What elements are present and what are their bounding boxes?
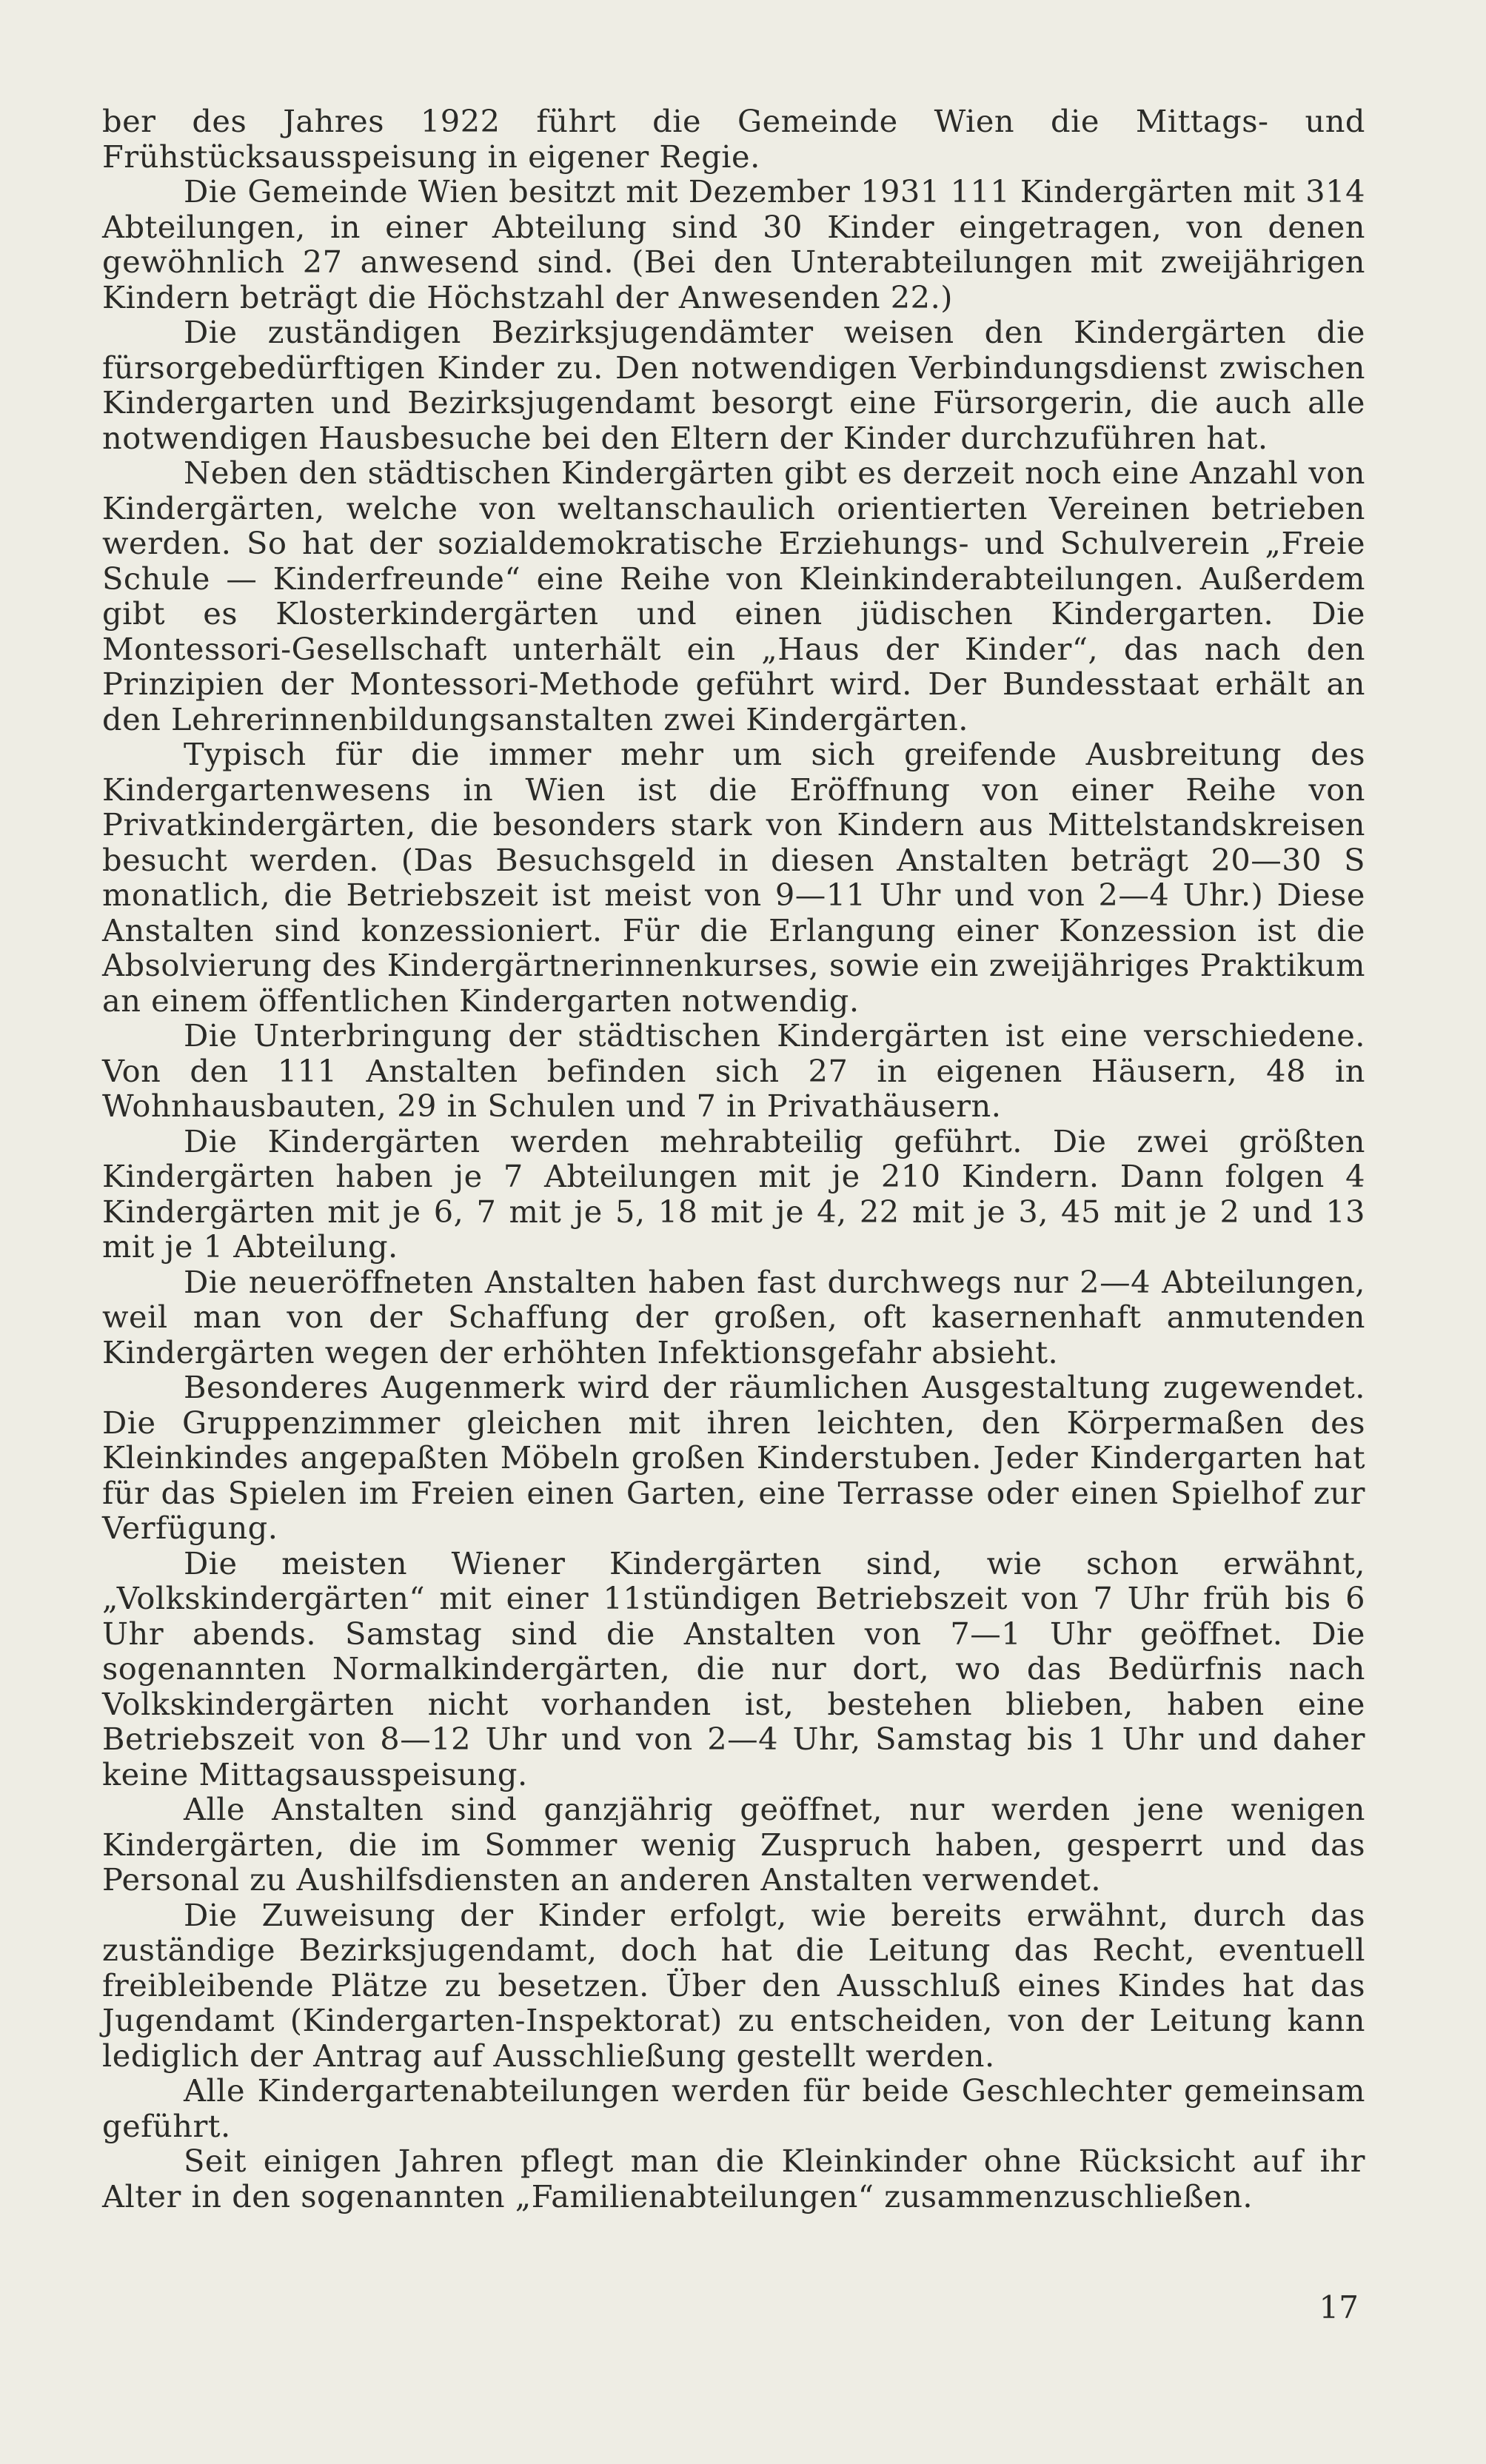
body-text xyxy=(102,104,1365,2214)
page-number: 17 xyxy=(1319,2289,1359,2326)
paragraph: Die neueröffneten Anstalten haben fast durchwegs nur 2—4 Abteilungen, weil man von der Schaffung der großen, oft kasernenhaft anmutenden Kindergärten wegen der erhöhten Infektionsgefahr absieht. xyxy=(102,1263,1365,1370)
paragraph: Die zuständigen Bezirksjugendämter weisen den Kindergärten die fürsorgebedürftigen Kinder zu. Den notwendigen Verbindungsdienst zwischen Kindergarten und Bezirksjugendamt besorgt eine Fürsorgerin, die auch alle notwendigen Hausbesuche bei den Eltern der Kinder durchzuführen hat. xyxy=(102,314,1365,456)
paragraph-continuation: ber des Jahres 1922 führt die Gemeinde Wien die Mittags- und Frühstücksausspeisung in eigener Regie. xyxy=(102,103,1365,175)
paragraph: Die meisten Wiener Kindergärten sind, wie schon erwähnt, „Volkskindergärten“ mit einer 11stündigen Betriebszeit von 7 Uhr früh bis 6 Uhr abends. Samstag sind die Anstalten von 7—1 Uhr geöffnet. Die sogenannten Normalkindergärten, die nur dort, wo das Bedürfnis nach Volkskindergärten nicht vorhanden ist, bestehen blieben, haben eine Betriebszeit von 8—12 Uhr und von 2—4 Uhr, Samstag bis 1 Uhr und daher keine Mittagsausspeisung. xyxy=(102,1544,1365,1792)
paragraph: Neben den städtischen Kindergärten gibt es derzeit noch eine Anzahl von Kindergärten, welche von weltanschaulich orientierten Vereinen betrieben werden. So hat der sozialdemokratische Erziehungs- und Schulverein „Freie Schule — Kinderfreunde“ eine Reihe von Kleinkinderabteilungen. Außerdem gibt es Klosterkindergärten und einen jüdischen Kindergarten. Die Montessori-Gesellschaft unterhält ein „Haus der Kinder“, das nach den Prinzipien der Montessori-Methode geführt wird. Der Bundesstaat erhält an den Lehrerinnenbildungsanstalten zwei Kindergärten. xyxy=(102,455,1365,737)
paragraph: Alle Anstalten sind ganzjährig geöffnet, nur werden jene wenigen Kindergärten, die im Sommer wenig Zuspruch haben, gesperrt und das Personal zu Aushilfsdiensten an anderen Anstalten verwendet. xyxy=(102,1791,1365,1898)
paragraph: Seit einigen Jahren pflegt man die Kleinkinder ohne Rücksicht auf ihr Alter in den sogenannten „Familienabteilungen“ zusammenzuschließen. xyxy=(102,2143,1365,2214)
paragraph: Die Unterbringung der städtischen Kindergärten ist eine verschiedene. Von den 111 Anstalten befinden sich 27 in eigenen Häusern, 48 in Wohnhausbauten, 29 in Schulen und 7 in Privathäusern. xyxy=(102,1017,1365,1124)
paragraph: Die Kindergärten werden mehrabteilig geführt. Die zwei größten Kindergärten haben je 7 Abteilungen mit je 210 Kindern. Dann folgen 4 Kindergärten mit je 6, 7 mit je 5, 18 mit je 4, 22 mit je 3, 45 mit je 2 und 13 mit je 1 Abteilung. xyxy=(102,1122,1365,1265)
paragraph: Typisch für die immer mehr um sich greifende Ausbreitung des Kindergartenwesens in Wien ist die Eröffnung von einer Reihe von Privatkindergärten, die besonders stark von Kindern aus Mittelstandskreisen besucht werden. (Das Besuchsgeld in diesen Anstalten beträgt 20—30 S monatlich, die Betriebszeit ist meist von 9—11 Uhr und von 2—4 Uhr.) Diese Anstalten sind konzessioniert. Für die Erlangung einer Konzession ist die Absolvierung des Kindergärtnerinnenkurses, sowie ein zweijähriges Praktikum an einem öffentlichen Kindergarten notwendig. xyxy=(102,736,1365,1019)
paragraph: Die Zuweisung der Kinder erfolgt, wie bereits erwähnt, durch das zuständige Bezirksjugendamt, doch hat die Leitung das Recht, eventuell freibleibende Plätze zu besetzen. Über den Ausschluß eines Kindes hat das Jugendamt (Kindergarten-Inspektorat) zu entscheiden, von der Leitung kann lediglich der Antrag auf Ausschließung gestellt werden. xyxy=(102,1896,1365,2074)
paragraph: Alle Kindergartenabteilungen werden für beide Geschlechter gemeinsam geführt. xyxy=(102,2072,1365,2144)
paragraph: Die Gemeinde Wien besitzt mit Dezember 1931 111 Kindergärten mit 314 Abteilungen, in einer Abteilung sind 30 Kinder eingetragen, von denen gewöhnlich 27 anwesend sind. (Bei den Unterabteilungen mit zweijährigen Kindern beträgt die Höchstzahl der Anwesenden 22.) xyxy=(102,173,1365,315)
paragraph: Besonderes Augenmerk wird der räumlichen Ausgestaltung zugewendet. Die Gruppenzimmer gleichen mit ihren leichten, den Körpermaßen des Kleinkindes angepaßten Möbeln großen Kinderstuben. Jeder Kindergarten hat für das Spielen im Freien einen Garten, eine Terrasse oder einen Spielhof zur Verfügung. xyxy=(102,1369,1365,1546)
